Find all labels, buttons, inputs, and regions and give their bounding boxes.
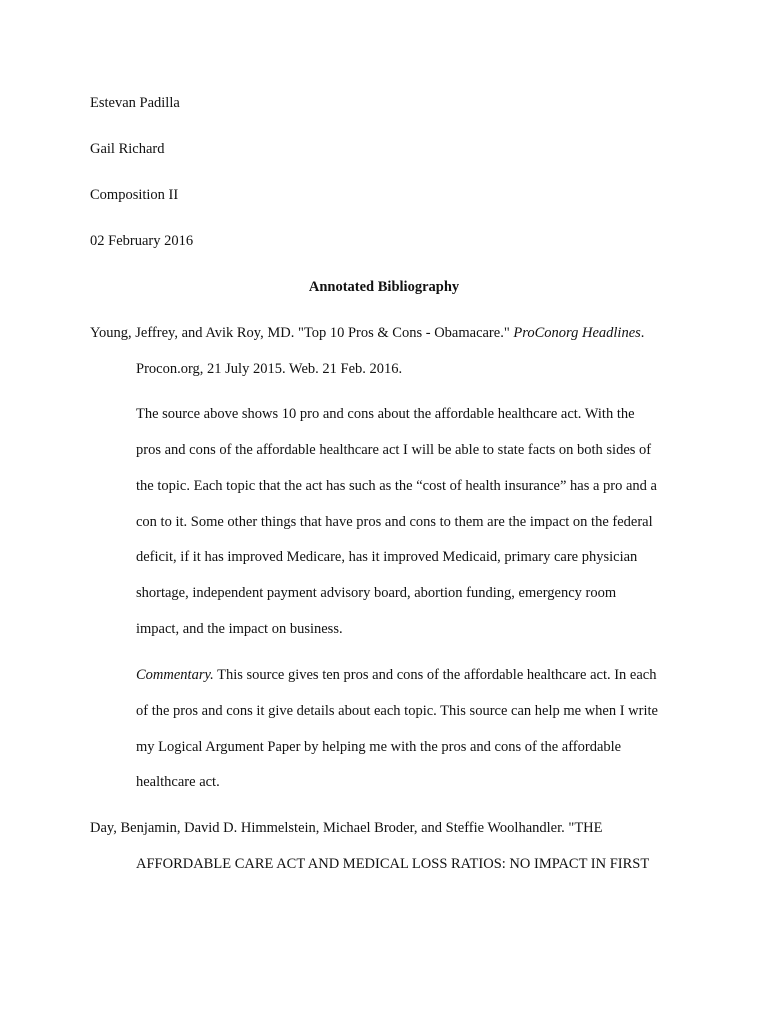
commentary-line: of the pros and cons it give details about each topic. This source can help me when I write — [136, 703, 658, 719]
commentary-line-1 — [136, 666, 656, 684]
entry-1-citation-line-2: Procon.org, 21 July 2015. Web. 21 Feb. 2016. — [136, 361, 403, 377]
document-title: Annotated Bibliography — [308, 279, 460, 295]
citation-publication: ProConorg Headlines — [513, 325, 641, 341]
commentary-label: Commentary. — [136, 667, 214, 683]
commentary-text: This source gives ten pros and cons of the affordable healthcare act. In each — [213, 667, 657, 683]
summary-line: pros and cons of the affordable healthcare act I will be able to state facts on both sides of — [136, 442, 652, 458]
citation-period: . — [640, 325, 645, 341]
summary-line: The source above shows 10 pro and cons about the affordable healthcare act. With the — [136, 406, 635, 422]
course-name: Composition II — [90, 187, 179, 203]
entry-2-citation-line-2: AFFORDABLE CARE ACT AND MEDICAL LOSS RATIOS: NO IMPACT IN FIRST — [136, 856, 650, 872]
summary-line: con to it. Some other things that have pros and cons to them are the impact on the federal — [136, 514, 653, 530]
commentary-line: healthcare act. — [136, 774, 220, 790]
summary-line: the topic. Each topic that the act has such as the “cost of health insurance” has a pro and a — [136, 478, 657, 494]
summary-line: impact, and the impact on business. — [136, 621, 343, 637]
instructor-name: Gail Richard — [90, 141, 165, 157]
document-date: 02 February 2016 — [90, 233, 194, 249]
summary-line: deficit, if it has improved Medicare, has it improved Medicaid, primary care physician — [136, 549, 638, 565]
commentary-line: my Logical Argument Paper by helping me with the pros and cons of the affordable — [136, 739, 622, 755]
student-name: Estevan Padilla — [90, 95, 180, 111]
summary-line: shortage, independent payment advisory board, abortion funding, emergency room — [136, 585, 617, 601]
entry-2-citation-line-1: Day, Benjamin, David D. Himmelstein, Michael Broder, and Steffie Woolhandler. "THE — [90, 820, 603, 836]
entry-1-citation-line-1 — [90, 324, 644, 342]
citation-text: Young, Jeffrey, and Avik Roy, MD. "Top 10 Pros & Cons - Obamacare." — [90, 325, 514, 341]
